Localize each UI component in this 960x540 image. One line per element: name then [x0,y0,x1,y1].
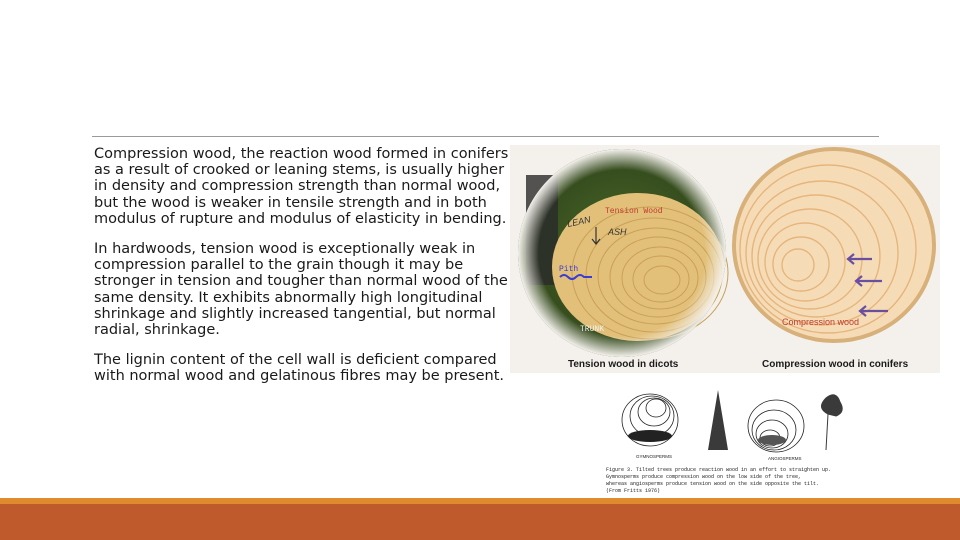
dicot-caption: Tension wood in dicots [568,359,679,370]
broadleaf-tree-icon [821,395,842,450]
gymnosperms-label: GYMNOSPERMS [636,454,673,459]
figure-caption-line-1: Figure 3. Tilted trees produce reaction wood in an effort to straighten up. [606,467,832,473]
conifer-caption: Compression wood in conifers [762,359,909,370]
lean-label: LEAN [566,214,592,229]
title-divider [92,136,879,137]
paragraph-tension-wood: In hardwoods, tension wood is exceptionally weak in compression parallel to the grain though it may be stronger in tension and tougher than normal wood of the same density. It exhibits abnormally high longitudinal shrinkage and slightly increased tangential, but normal radial, shrinkage. [94,241,508,339]
trunk-label: TRUNK [580,325,605,334]
body-text [94,146,514,399]
reaction-wood-photos [510,145,940,373]
tension-wood-label: Tension Wood [605,207,663,216]
figure-caption-line-3: whereas angiosperms produce tension wood on the side opposite the tilt. [606,481,820,487]
paragraph-lignin: The lignin content of the cell wall is deficient compared with normal wood and gelatinous fibres may be present. [94,352,504,385]
figure-caption-line-2: Gymnosperms produce compression wood on the low side of the tree, [606,474,802,480]
angiosperm-cross-section-icon [748,400,804,452]
pith-label: Pith [559,265,579,274]
paragraph-compression-wood: Compression wood, the reaction wood formed in conifers as a result of crooked or leaning stems, is usually higher in density and compression strength than normal wood, but the wood is weaker in tensile strength and in both modulus of rupture and modulus of elasticity in bending. [94,146,509,227]
conifer-tree-icon [708,390,728,450]
figure-caption-line-4: (From Fritts 1976) [606,488,661,494]
tilted-trees-figure [600,378,850,496]
conifer-section-photo [734,149,934,370]
footer-bar [0,504,960,540]
dicot-stump-photo [518,149,728,370]
ash-label: ASH [608,227,627,237]
angiosperms-label: ANGIOSPERMS [768,456,802,461]
gymnosperm-cross-section-icon [622,394,678,446]
compression-wood-label: Compression wood [782,317,860,327]
